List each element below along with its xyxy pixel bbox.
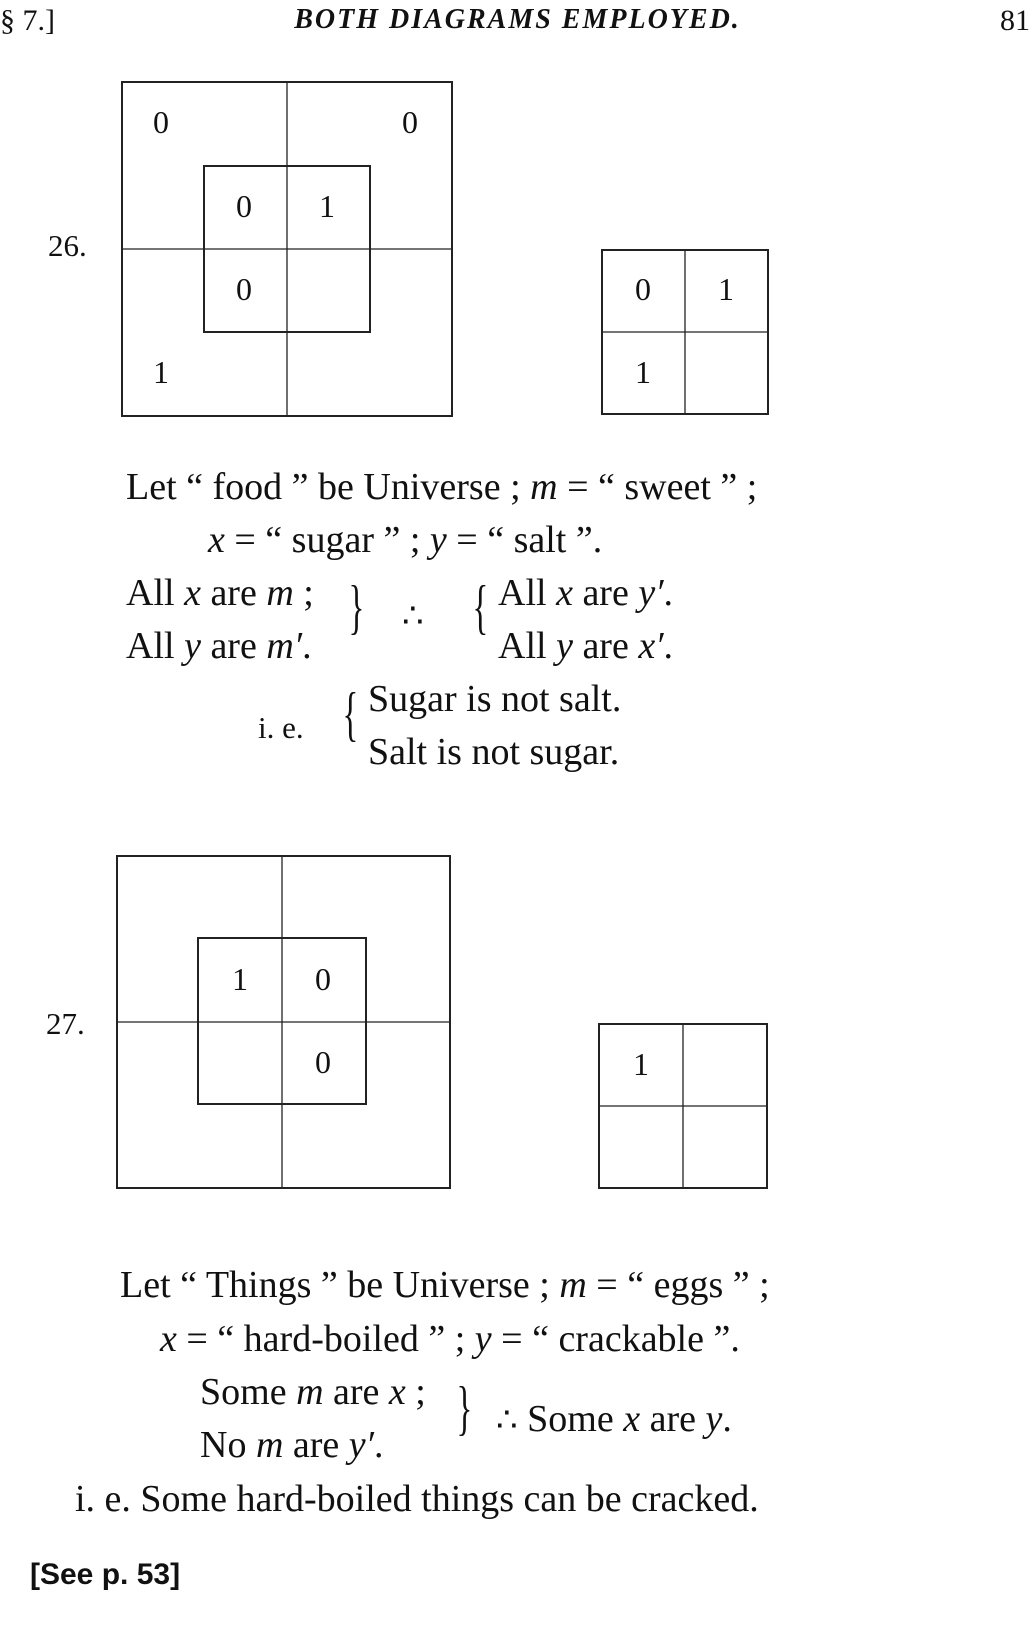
ex26-small-top-left-mark: 0: [635, 271, 651, 307]
ex27-inner-bottom-right-mark: 0: [315, 1044, 331, 1080]
ex26-ie-brace: {: [342, 681, 359, 747]
ex26-ie-line-2: Salt is not sugar.: [368, 731, 620, 773]
ex26-conclusion-1: All x are y′.: [498, 572, 674, 614]
ex26-conclusion-brace: {: [472, 574, 489, 640]
example-26-number: 26.: [48, 228, 87, 263]
ex26-premise-brace: }: [348, 574, 365, 640]
ex26-definitions-line: x = “ sugar ” ; y = “ salt ”.: [208, 519, 603, 561]
page-number: 81: [1000, 4, 1030, 37]
ex26-inner-top-left-mark: 0: [236, 188, 252, 224]
section-marker: § 7.]: [0, 4, 55, 37]
ex26-therefore-symbol: ∴: [402, 598, 424, 635]
ex27-conclusion: ∴ Some x are y.: [496, 1398, 732, 1440]
example-27-number: 27.: [46, 1006, 85, 1041]
ex26-small-top-right-mark: 1: [718, 271, 734, 307]
ex26-outer-bottom-left-mark: 1: [153, 354, 169, 390]
ex27-ie-line: i. e. Some hard-boiled things can be cracked.: [75, 1478, 759, 1520]
ex27-premise-1: Some m are x ;: [200, 1371, 426, 1413]
ex27-premise-2: No m are y′.: [200, 1424, 384, 1466]
ex26-universe-line: Let “ food ” be Universe ; m = “ sweet ” ;: [126, 466, 758, 508]
ex26-conclusion-2: All y are x′.: [498, 625, 674, 667]
ex26-inner-bottom-left-mark: 0: [236, 271, 252, 307]
ex27-universe-line: Let “ Things ” be Universe ; m = “ eggs ” ;: [120, 1264, 770, 1306]
example-27-big-diagram: [117, 856, 450, 1188]
ex27-premise-brace: }: [456, 1375, 473, 1441]
ex27-inner-top-left-mark: 1: [232, 961, 248, 997]
ex27-small-top-left-mark: 1: [633, 1046, 649, 1082]
running-title: BOTH DIAGRAMS EMPLOYED.: [294, 4, 741, 35]
ex27-definitions-line: x = “ hard-boiled ” ; y = “ crackable ”.: [160, 1318, 740, 1360]
ex26-premise-2: All y are m′.: [126, 625, 312, 667]
ex26-premise-1: All x are m ;: [126, 572, 314, 614]
ex27-inner-top-right-mark: 0: [315, 961, 331, 997]
ex26-small-bottom-left-mark: 1: [635, 354, 651, 390]
ex26-ie-line-1: Sugar is not salt.: [368, 678, 622, 720]
ex26-inner-top-right-mark: 1: [319, 188, 335, 224]
ex26-ie-label: i. e.: [258, 710, 304, 745]
ex26-outer-top-left-mark: 0: [153, 104, 169, 140]
see-page-reference: [See p. 53]: [30, 1558, 181, 1591]
ex26-outer-top-right-mark: 0: [402, 104, 418, 140]
